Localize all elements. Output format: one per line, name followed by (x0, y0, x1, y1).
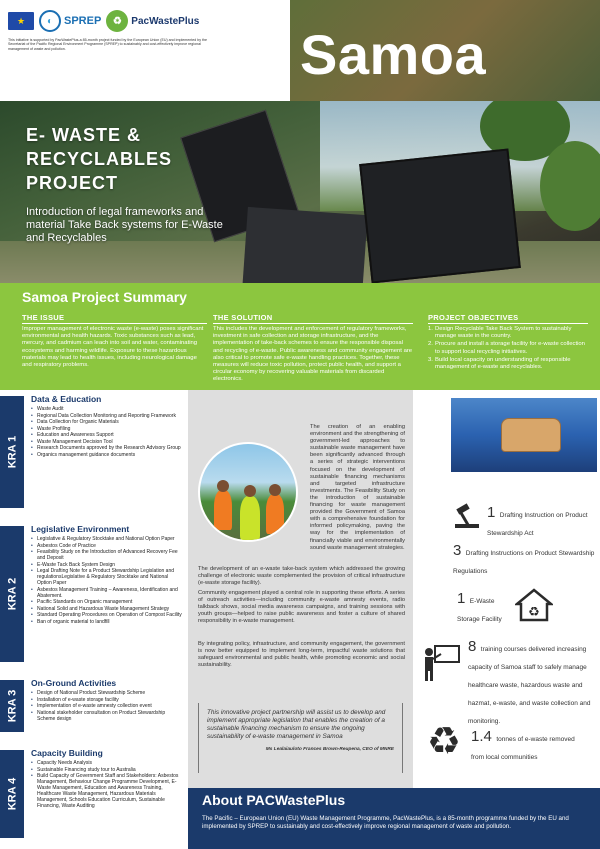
person-figure (214, 490, 232, 530)
kra-3-content (31, 678, 183, 722)
stat-label: tonnes of e-waste removed from local communities (471, 736, 575, 761)
toaster-image (501, 418, 561, 452)
sprep-logo (39, 10, 101, 32)
objective-item: 3. Build local capacity on understanding of responsible management of e-waste and recyclables. (428, 356, 571, 371)
kra-item: • Pacific Standards on Organic management (31, 599, 183, 605)
about-section (188, 788, 600, 849)
stat-text (457, 590, 512, 626)
objectives-column (428, 313, 588, 372)
kra-item: • Standard Operating Procedures on Operation of Compost Facility (31, 612, 183, 618)
kra-item: • Implementation of e-waste amnesty collection event (31, 703, 183, 709)
quote-author: Ms Lealaiauloto Frances Brown-Reupena, CEO of MNRE (265, 747, 394, 752)
narrative-paragraph-2: The development of an e-waste take-back system which addressed the growing challenge of electronic waste complemented the provision of critical infrastructure (e-waste storage facility). (198, 566, 405, 587)
kra-3-list (31, 690, 183, 722)
kra-1-list (31, 406, 183, 458)
kra-item: • Capacity Needs Analysis (31, 760, 183, 766)
objectives-list (428, 326, 588, 371)
kra-column (0, 390, 188, 849)
about-text: The Pacific – European Union (EU) Waste Management Programme, PacWastePlus, is a 85-month programme funded by the EU and implemented by SPREP to sustainably and cost-effectively improve regional management of waste and pollution. (202, 815, 569, 830)
stat-label: Drafting Instructions on Product Stewardship Regulations (453, 550, 595, 575)
kra-1-title: Data & Education (31, 394, 102, 404)
person-figure (266, 494, 284, 534)
kra-item: • Feasibility Study on the Introduction of Advanced Recovery Fee and Deposit (31, 549, 183, 561)
solution-text: This includes the development and enforcement of regulatory frameworks, investment in safe collection and storage infrastructure, and the implementation of take-back schemes to ensure the responsible disposal and recycling of e-waste. Public awareness and community engagement are also critical to promote safe e-waste handling practices. Together, these measures will reduce toxic pollution, protect public health, and support a circular economy by recovering valuable materials from discarded electronics. (213, 326, 413, 383)
results-narrative-panel (188, 390, 413, 788)
kra-2-title: Legislative Environment (31, 524, 130, 534)
stat-text (453, 542, 598, 578)
stat-label: training courses delivered increasing capacity of Samoa staff to safely manage healthcare waste, hazardous waste and hazmat, e-waste, and waste collection and monitoring. (468, 646, 591, 725)
stat-label: E-Waste Storage Facility (457, 598, 502, 623)
logo-row (8, 10, 199, 32)
objective-item: 2. Procure and install a storage facility for e-waste collection to support local recycling initiatives. (428, 341, 585, 355)
kra-4-content (31, 748, 183, 810)
pacwasteplus-logo-text: PacWastePlus (131, 15, 200, 27)
pacwasteplus-emblem-icon: ♻ (106, 10, 128, 32)
ewaste-box-image (242, 207, 367, 283)
team-photo (198, 442, 298, 542)
ewaste-collection-photo (451, 398, 597, 472)
kra-1-block (0, 390, 188, 514)
eu-flag-logo (8, 12, 34, 30)
trainer-icon (421, 644, 461, 682)
kra-item: • National Solid and Hazardous Waste Management Strategy (31, 606, 183, 612)
kra-item: • National stakeholder consultation on Product Stewardship Scheme design (31, 710, 183, 722)
narrative-paragraph-4: By integrating policy, infrastructure, and community engagement, the government is now better equipped to implement long-term, impactful waste solutions that safeguard environmental and public health, while promoting economic and social sustainability. (198, 641, 405, 669)
monitor-image (359, 148, 521, 283)
kra-1-content (31, 394, 183, 458)
kra-3-tab: KRA 3 (0, 680, 24, 732)
objective-item: 1. Design Recyclable Take Back System to sustainably manage waste in the country. (428, 326, 572, 340)
stat-number: 1 (457, 590, 466, 607)
person-head (244, 485, 256, 497)
stat-number: 1 (487, 504, 496, 521)
kra-3-title: On-Ground Activities (31, 678, 117, 688)
stat-text (468, 638, 596, 728)
quote-text: This innovative project partnership will assist us to develop and implement appropriate legislation that enables the creation of a sustainable financing mechanism to ensure the ongoing sustainability of e-waste management in Samoa (207, 709, 386, 740)
kra-item: • Installation of e-waste storage facility (31, 697, 183, 703)
person-head (269, 484, 281, 496)
kra-item: • Research Documents approved by the Research Advisory Group (31, 445, 183, 451)
sprep-emblem-icon: ◐ (39, 10, 61, 32)
stat-label: Drafting Instruction on Product Stewardship Act (487, 512, 588, 537)
palm-foliage (540, 141, 600, 231)
kra-4-block (0, 744, 188, 844)
sprep-logo-text: SPREP (64, 15, 102, 27)
summary-title: Samoa Project Summary (22, 289, 187, 305)
kra-2-content (31, 524, 183, 625)
svg-text:♻: ♻ (426, 722, 462, 760)
kra-item: • Build Capacity of Government Staff and Stakeholders: Asbestos Management, Behaviour Change Programme Development, E-Waste Management, Education and Awareness Training, Healthcare Waste Management, Hazardous Materials Management, Schools Education Curriculum, Sustainable Financing, Waste Auditing (31, 773, 183, 809)
issue-text: Improper management of electronic waste (e-waste) poses significant environmental and health hazards. Toxic substances such as lead, mercury, and cadmium can leach into soil and water, contaminating ecosystems and harming wildlife. Exposure to these hazardous materials may lead to health issues, including neurological damage and respiratory problems. (22, 326, 204, 369)
kra-item: • Waste Profiling (31, 426, 183, 432)
stat-number: 1.4 (471, 728, 492, 745)
kra-item: • Waste Management Decision Tool (31, 439, 183, 445)
gavel-icon (453, 502, 481, 530)
person-figure (240, 496, 260, 540)
kra-item: • Sustainable Financing study tour to Australia (31, 767, 183, 773)
recycle-icon (425, 722, 463, 760)
solution-column (213, 313, 413, 384)
stat-text (471, 728, 581, 764)
project-title: E- WASTE & RECYCLABLES PROJECT (26, 125, 173, 193)
country-title: Samoa (300, 23, 487, 86)
kra-item: • Data Collection for Organic Materials (31, 419, 183, 425)
kra-item: • Ban of organic material to landfill (31, 619, 183, 625)
solution-heading: THE SOLUTION (213, 313, 413, 324)
project-subtitle: Introduction of legal frameworks and material Take Back systems for E-Waste and Recyclables (26, 206, 223, 244)
hero-image (0, 101, 600, 283)
kra-1-tab: KRA 1 (0, 396, 24, 508)
kra-item: • Legislative & Regulatory Stocktake and National Option Paper (31, 536, 183, 542)
issue-heading: THE ISSUE (22, 313, 207, 324)
kra-item: • Waste Audit (31, 406, 183, 412)
kra-4-title: Capacity Building (31, 748, 103, 758)
recycling-house-icon (515, 588, 553, 622)
narrative-paragraph-3: Community engagement played a central role in supporting these efforts. A series of outreach activities—including community e-waste amnesty events, radio talkback shows, social media awareness campaigns, and training sessions with youth groups—helped to raise public awareness and foster a culture of shared responsibility in e-waste management. (198, 590, 405, 625)
kra-4-list (31, 760, 183, 809)
narrative-paragraph-1: The creation of an enabling environment and the strengthening of government-led approaches to sustainable waste management have been significantly advanced through a series of strategic interventions focused on the development of sustainable financing mechanisms and targeted infrastructure investments. The Feasibility Study on the introduction of sustainable financing for waste management provided the Government of Samoa with a comprehensive foundation for informed policymaking, paving the way for the implementation of financially viable and environmentally sound waste management strategies. (310, 424, 405, 551)
kra-2-list (31, 536, 183, 625)
kra-item: • Design of National Product Stewardship Scheme (31, 690, 183, 696)
kra-item: • Legal Drafting Note for a Product Stewardship Legislation and regulationsLegislative & Regulatory Stocktake and National Option Paper (31, 568, 183, 586)
kra-item: • Regional Data Collection Monitoring and Reporting Framework (31, 413, 183, 419)
quote-box (198, 703, 403, 773)
pacwasteplus-logo (106, 10, 199, 32)
kra-2-tab: KRA 2 (0, 526, 24, 662)
kra-item: • Asbestos Code of Practice (31, 543, 183, 549)
stat-number: 8 (468, 638, 477, 655)
kra-item: • E-Waste Tack Back System Design (31, 562, 183, 568)
svg-text:♻: ♻ (528, 605, 540, 620)
objectives-heading: PROJECT OBJECTIVES (428, 313, 588, 324)
person-head (217, 480, 229, 492)
stats-column (413, 390, 600, 788)
issue-column (22, 313, 207, 369)
project-summary (0, 283, 600, 390)
kra-item: • Education and Awareness Support (31, 432, 183, 438)
about-title: About PACWastePlus (202, 792, 346, 808)
kra-item: • Organics management guidance documents (31, 452, 183, 458)
eu-stars: ★ (16, 15, 26, 26)
stat-number: 3 (453, 542, 462, 559)
kra-3-block (0, 674, 188, 738)
stat-text (487, 504, 597, 540)
kra-2-block (0, 520, 188, 668)
kra-item: • Asbestos Management Training – Awareness, Identification and Abatement. (31, 587, 183, 599)
funding-disclaimer: This initiative is supported by PacWastePlus-a 85-month project funded by the European Union (EU) and implemented by the Secretariat of the Pacific Regional Environment Programme (SPREP) to sustainably and cost-effectively improve regional management of waste and pollution. (8, 38, 208, 51)
kra-4-tab: KRA 4 (0, 750, 24, 838)
